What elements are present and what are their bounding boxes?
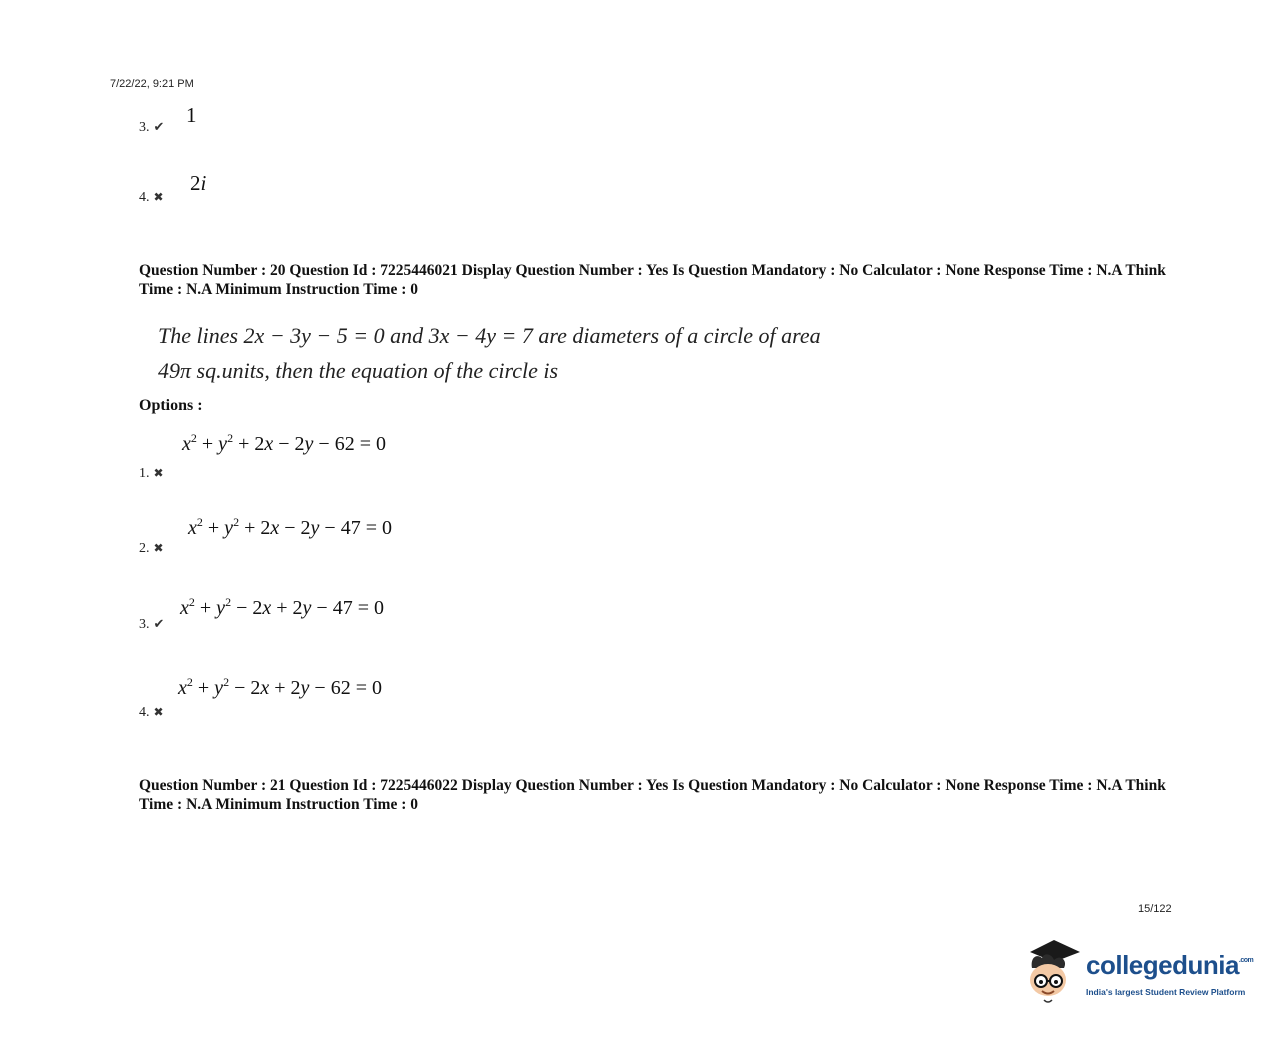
- option-3-equation: $x^2 + y^2 - 2x + 2y - 47 = 0$: [180, 595, 384, 619]
- prev-option-4: [139, 188, 164, 206]
- option-number: 2.: [139, 541, 150, 556]
- cross-icon: ✖: [153, 541, 164, 555]
- option-number: 3.: [139, 617, 150, 632]
- options-label: Options :: [139, 397, 203, 414]
- brand-logo-text: collegedunia$^{.com}$: [1086, 950, 1254, 980]
- question-text-line-1: The lines 2x − 3y − 5 = 0 and 3x − 4y = 7 are diameters of a circle of area: [158, 323, 821, 348]
- cross-icon: ✖: [153, 705, 164, 719]
- question-text-line-2: 49π sq.units, then the equation of the circle is: [158, 358, 559, 383]
- check-icon: ✔: [153, 616, 165, 631]
- cross-icon: ✖: [153, 466, 164, 480]
- option-1: [139, 464, 164, 482]
- question-21-meta: Question Number : 21 Question Id : 7225446022 Display Question Number : Yes Is Question Mandatory : No Calculator : None Response Time : N.A Think Time : N.A Minimum Instruction Time : 0: [139, 777, 1166, 813]
- option-1-equation: $x^2 + y^2 + 2x - 2y - 62 = 0$: [182, 431, 386, 455]
- option-4: [139, 703, 164, 721]
- brand-tagline: India's largest Student Review Platform: [1086, 987, 1246, 997]
- question-20-text: [158, 318, 918, 388]
- prev-option-4-value: 2i: [190, 171, 207, 195]
- option-number: 3.: [139, 120, 150, 135]
- option-4-equation: $x^2 + y^2 - 2x + 2y - 62 = 0$: [178, 675, 382, 699]
- check-icon: ✔: [153, 119, 165, 134]
- mascot-logo-icon: [1024, 938, 1084, 1006]
- option-number: 4.: [139, 190, 150, 205]
- option-number: 1.: [139, 466, 150, 481]
- cross-icon: ✖: [153, 190, 164, 204]
- option-3: [139, 615, 164, 633]
- page-number: 15/122: [1138, 903, 1172, 915]
- option-2-equation: $x^2 + y^2 + 2x - 2y - 47 = 0$: [188, 515, 392, 539]
- prev-option-3: [139, 118, 164, 136]
- option-number: 4.: [139, 705, 150, 720]
- prev-option-3-value: 1: [186, 103, 197, 127]
- option-2: [139, 539, 164, 557]
- question-20-meta: Question Number : 20 Question Id : 7225446021 Display Question Number : Yes Is Question Mandatory : No Calculator : None Response Time : N.A Think Time : N.A Minimum Instruction Time : 0: [139, 262, 1166, 298]
- print-timestamp: 7/22/22, 9:21 PM: [110, 78, 194, 90]
